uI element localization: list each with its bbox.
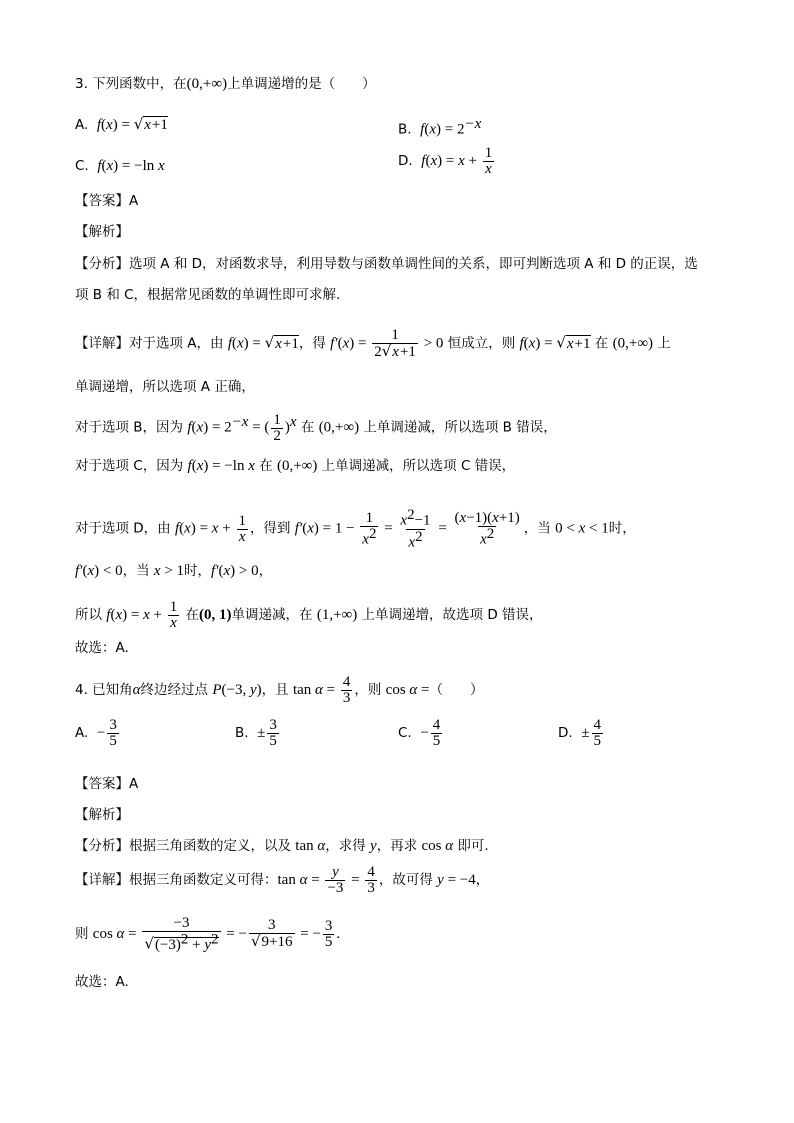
q4-stem: 4. 已知角α终边经过点 P(−3, y)，且 tan α = $\frac{4}{3}$ ，则 cos α =（ ） [75, 674, 484, 706]
q3-option-c: C. f(x) = −ln x [75, 158, 165, 174]
q3-fenxi-1: 【分析】选项 A 和 D，对函数求导，利用导数与函数单调性间的关系，即可判断选项 A 和 D 的正误，选 [75, 256, 698, 272]
q3-xiangjie-4: 对于选项 C，因为 f(x) = −ln x 在 (0,+∞) 上单调递减，所以选项 C 错误， [75, 458, 516, 474]
q4-analysis-tag: 【解析】 [75, 807, 129, 823]
q4-xiangjie-2: 则 cos α = $\frac{-3}{√(-3)^2 + y^2}$ = − $\frac{3}{√9+16}$ = − $\frac{3}{5}$ . [75, 915, 341, 953]
q3-option-b: B. $f(x) = 2^{-x}$ [398, 116, 482, 138]
q3-xiangjie-1: 【详解】对于选项 A，由 f(x) = √x+1，得 f′(x) = $\frac{1}{2√x+1}$ > 0 恒成立，则 f(x) = √x+1 在 (0,+∞) 上 [75, 327, 671, 360]
q4-option-a: A. − $\frac{3}{5}$ [75, 717, 117, 749]
q3-stem: 3. 下列函数中，在(0,+∞)上单调递增的是（ ） [75, 76, 376, 92]
q4-option-d: D. ± $\frac{4}{5}$ [558, 717, 602, 749]
q3-choose: 故选：A. [75, 640, 129, 656]
q4-option-c: C. − $\frac{4}{5}$ [398, 717, 441, 749]
q3-xiangjie-7: 所以 f(x) = x + $\frac{1}{x}$ 在(0, 1)单调递减，在 (1,+∞) 上单调递增，故选项 D 错误， [75, 599, 543, 631]
q3-answer: 【答案】A [75, 193, 139, 209]
q4-xiangjie-1: 【详解】根据三角函数定义可得：tan α = $\frac{y}{-3}$ = $\frac{4}{3}$ ，故可得 y = −4， [75, 864, 490, 896]
q3-option-a: A. f(x) = √x+1 [75, 115, 168, 133]
q3-analysis-tag: 【解析】 [75, 224, 129, 240]
q3-xiangjie-3: 对于选项 B，因为 $f(x) = 2^{-x}$ = ( $\frac{1}{2}$ )$^x$ 在 (0,+∞) 上单调递减，所以选项 B 错误， [75, 411, 557, 444]
q4-option-b: B. ± $\frac{3}{5}$ [235, 717, 277, 749]
q3-xiangjie-6: f′(x) < 0，当 x > 1时，f′(x) > 0， [75, 563, 273, 579]
q3-fenxi-2: 项 B 和 C，根据常见函数的单调性即可求解. [75, 287, 341, 303]
q3-xiangjie-5: 对于选项 D，由 f(x) = x + $\frac{1}{x}$ ，得到 f′(x) = 1 − $\frac{1}{x^2}$ = $\frac{x^2-1}{x^2}$ = $\frac{(x-1)(x+1)}{x^2}$ ，当 0 < x < 1时， [75, 507, 636, 551]
q4-answer: 【答案】A [75, 776, 139, 792]
q3-xiangjie-2: 单调递增，所以选项 A 正确， [75, 379, 255, 395]
q4-fenxi: 【分析】根据三角函数的定义，以及 tan α，求得 y，再求 cos α 即可. [75, 838, 489, 854]
q4-choose: 故选：A. [75, 974, 129, 990]
q3-option-d: D. f(x) = x + $\frac{1}{x}$ [398, 145, 493, 177]
